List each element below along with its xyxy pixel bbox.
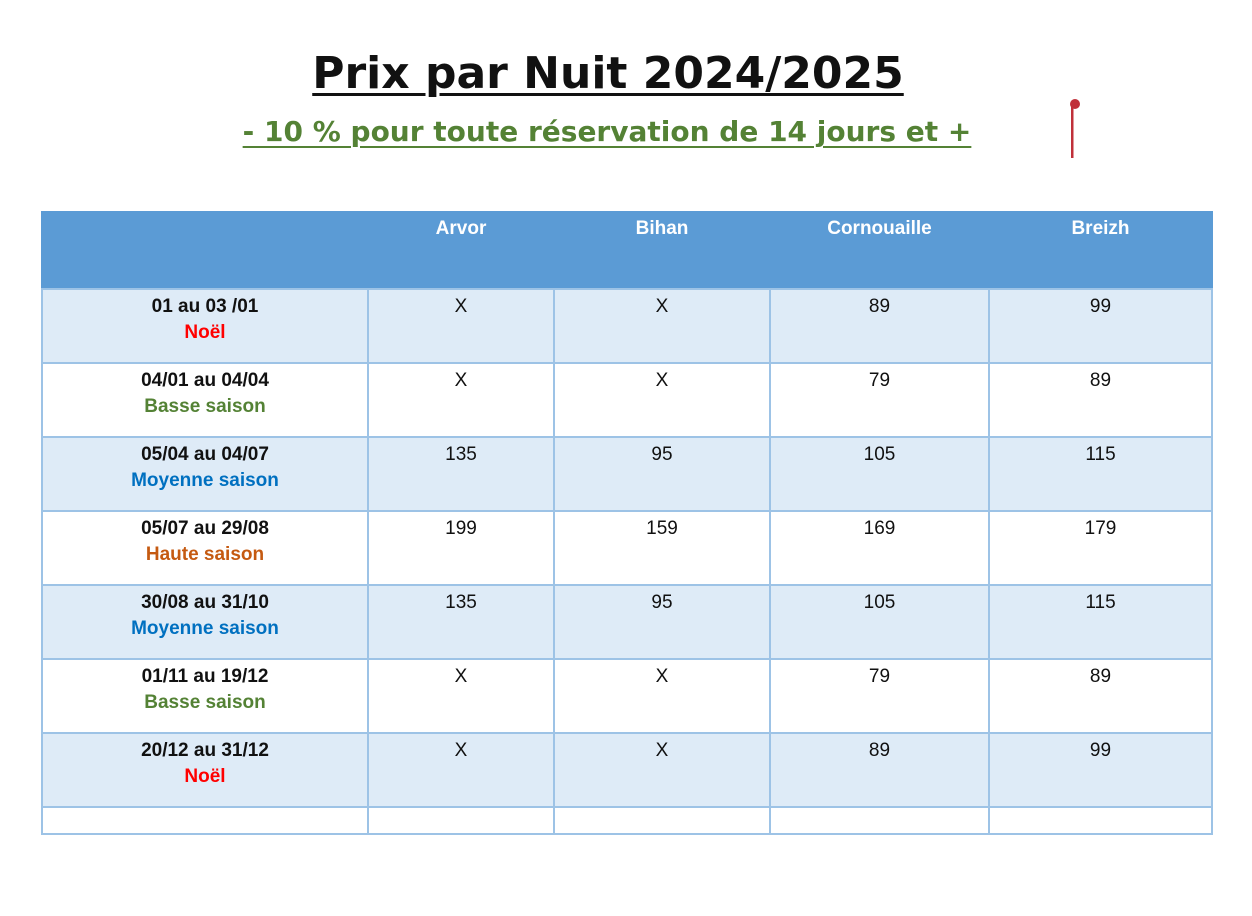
column-header-arvor: Arvor	[368, 212, 554, 289]
period-cell	[42, 437, 368, 511]
price-cell-cornouaille: 105	[770, 437, 989, 511]
price-cell-arvor: X	[368, 733, 554, 807]
price-cell-breizh: 115	[989, 585, 1212, 659]
price-cell-arvor: 199	[368, 511, 554, 585]
price-cell-breizh: 99	[989, 289, 1212, 363]
period-dates: 30/08 au 31/10	[141, 592, 269, 613]
price-cell-cornouaille: 79	[770, 363, 989, 437]
period-dates: 05/07 au 29/08	[141, 518, 269, 539]
price-cell-cornouaille: 79	[770, 659, 989, 733]
table-row	[42, 733, 1212, 807]
price-cell-bihan: 95	[554, 585, 770, 659]
price-cell-breizh: 89	[989, 363, 1212, 437]
period-cell	[42, 289, 368, 363]
column-header-breizh: Breizh	[989, 212, 1212, 289]
column-header-period	[42, 212, 368, 289]
table-row	[42, 659, 1212, 733]
period-cell	[42, 363, 368, 437]
period-dates: 20/12 au 31/12	[141, 740, 269, 761]
price-cell-bihan: X	[554, 289, 770, 363]
empty-cell	[368, 807, 554, 834]
price-cell-arvor: 135	[368, 585, 554, 659]
column-header-bihan: Bihan	[554, 212, 770, 289]
period-cell	[42, 733, 368, 807]
period-cell	[42, 659, 368, 733]
season-label: Noël	[184, 322, 226, 343]
season-label: Haute saison	[145, 544, 265, 565]
price-table	[41, 211, 1213, 835]
table-row	[42, 585, 1212, 659]
page-title: Prix par Nuit 2024/2025	[312, 48, 904, 99]
price-cell-bihan: 159	[554, 511, 770, 585]
empty-cell	[554, 807, 770, 834]
map-pin-icon	[1068, 98, 1082, 160]
price-cell-bihan: 95	[554, 437, 770, 511]
table-row	[42, 437, 1212, 511]
period-dates: 04/01 au 04/04	[141, 370, 269, 391]
season-label: Noël	[184, 766, 226, 787]
price-cell-cornouaille: 89	[770, 733, 989, 807]
period-dates: 05/04 au 04/07	[141, 444, 269, 465]
empty-cell	[989, 807, 1212, 834]
price-cell-bihan: X	[554, 363, 770, 437]
season-label: Moyenne saison	[131, 470, 279, 491]
price-cell-bihan: X	[554, 733, 770, 807]
table-header-row	[42, 212, 1212, 289]
season-label: Basse saison	[144, 396, 266, 417]
empty-cell	[770, 807, 989, 834]
price-cell-bihan: X	[554, 659, 770, 733]
price-cell-breizh: 89	[989, 659, 1212, 733]
price-cell-arvor: 135	[368, 437, 554, 511]
empty-table-row	[42, 807, 1212, 834]
price-cell-breizh: 179	[989, 511, 1212, 585]
price-cell-cornouaille: 89	[770, 289, 989, 363]
table-row	[42, 363, 1212, 437]
price-cell-arvor: X	[368, 289, 554, 363]
table-row	[42, 289, 1212, 363]
price-cell-breizh: 115	[989, 437, 1212, 511]
discount-subtitle: - 10 % pour toute réservation de 14 jours et +	[242, 115, 972, 148]
period-dates: 01 au 03 /01	[151, 296, 259, 317]
column-header-cornouaille: Cornouaille	[770, 212, 989, 289]
price-cell-arvor: X	[368, 659, 554, 733]
season-label: Basse saison	[144, 692, 266, 713]
empty-cell	[42, 807, 368, 834]
price-cell-cornouaille: 105	[770, 585, 989, 659]
period-cell	[42, 585, 368, 659]
price-cell-arvor: X	[368, 363, 554, 437]
season-label: Moyenne saison	[131, 618, 279, 639]
price-cell-breizh: 99	[989, 733, 1212, 807]
table-row	[42, 511, 1212, 585]
price-cell-cornouaille: 169	[770, 511, 989, 585]
period-cell	[42, 511, 368, 585]
period-dates: 01/11 au 19/12	[141, 666, 269, 687]
